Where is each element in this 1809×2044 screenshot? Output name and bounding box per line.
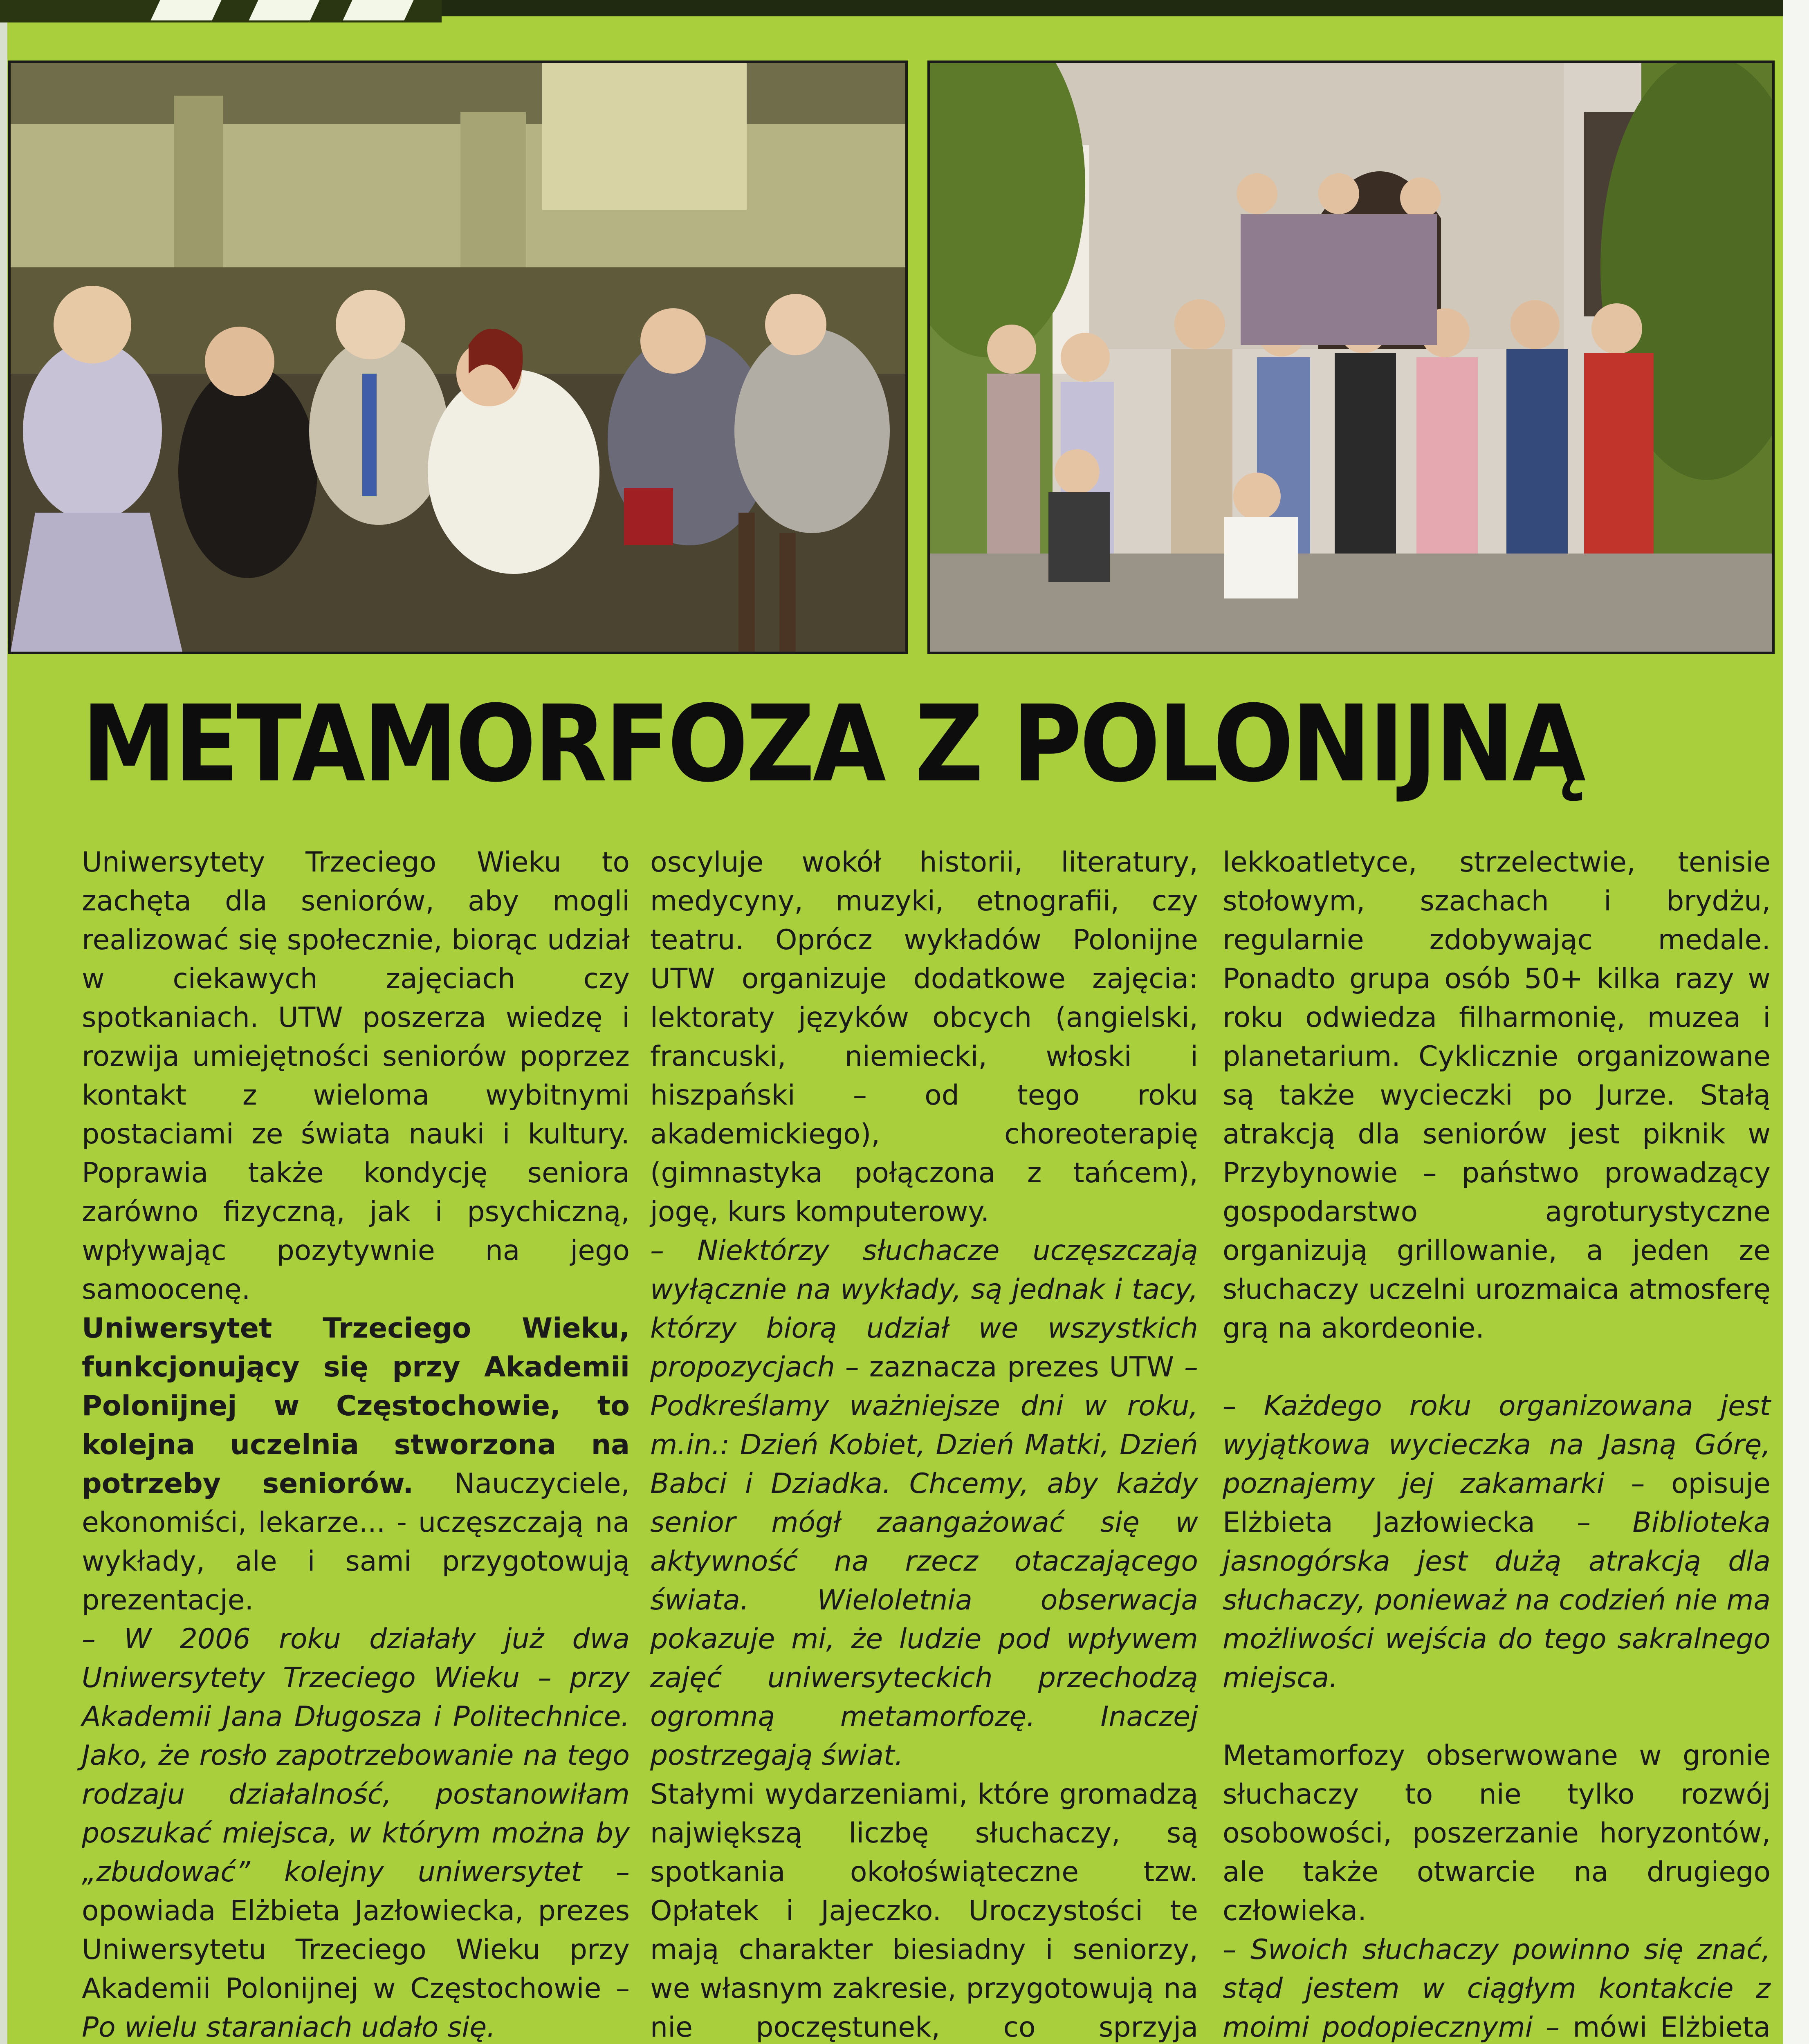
scan-right-edge xyxy=(1783,0,1809,2044)
group-outing-photo xyxy=(927,61,1775,654)
paragraph: oscyluje wokół historii, literatury, medycyny, muzyki, etnografii, czy teatru. Oprócz wykładów Polonijne UTW organizuje dodatkowe zajęcia: lektoraty języków obcych (angielski, francuski, niemiecki, włoski i hiszpański – od tego roku akademickiego), choreoterapię (gimnastyka połączona z tańcem), jogę, kurs komputerowy. xyxy=(650,846,1198,1228)
paragraph: Uniwersytety Trzeciego Wieku to zachęta dla seniorów, aby mogli realizować się społecznie, biorąc udział w ciekawych zajęciach czy spotkaniach. UTW poszerza wiedzę i rozwija umiejętności seniorów poprzez kontakt z wieloma wybitnymi postaciami ze świata nauki i kultury. Poprawia także kondycję seniora zarówno fizyczną, jak i psychiczną, wpływając pozytywnie na jego samoocenę. xyxy=(82,846,630,1306)
article-column-2 xyxy=(650,843,1198,2044)
paragraph: – W 2006 roku działały już dwa Uniwersytety Trzeciego Wieku – przy Akademii Jana Długosza i Politechnice. Jako, że rosło zapotrzebowanie na tego rodzaju działalność, postanowiłam poszukać miejsca, w którym można by „zbudować” kolejny uniwersytet – opowiada Elżbieta Jazłowiecka, prezes Uniwersytetu Trzeciego Wieku przy Akademii Polonijnej w Częstochowie – Po wielu staraniach udało się. xyxy=(82,1623,630,2044)
paragraph: Metamorfozy obserwowane w gronie słuchaczy to nie tylko rozwój osobowości, poszerzanie horyzontów, ale także otwarcie na drugiego człowieka. xyxy=(1223,1739,1771,1927)
article-headline: METAMORFOZA Z POLONIJNĄ xyxy=(82,683,1584,805)
top-section-logo xyxy=(0,0,442,22)
logo-stripe-icon xyxy=(150,0,221,20)
paragraph: Stałymi wydarzeniami, które gromadzą największą liczbę słuchaczy, są spotkania okołoświąteczne tzw. Opłatek i Jajeczko. Uroczystości te mają charakter biesiadny i seniorzy, we własnym zakresie, przygotowują na nie poczęstunek, co sprzyja xyxy=(650,1778,1198,2044)
paragraph: – Niektórzy słuchacze uczęszczają wyłącznie na wykłady, są jednak i tacy, którzy biorą udział we wszystkich propozycjach – zaznacza prezes UTW – Podkreślamy ważniejsze dni w roku, m.in.: Dzień Kobiet, Dzień Matki, Dzień Babci i Dziadka. Chcemy, aby każdy senior mógł zaangażować się w aktywność na rzecz otaczającego świata. Wieloletnia obserwacja pokazuje mi, że ludzie pod wpływem zajęć uniwersyteckich przechodzą ogromną metamorfozę. Inaczej postrzegają świat. xyxy=(650,1235,1198,1772)
paragraph: lekkoatletyce, strzelectwie, tenisie stołowym, szachach i brydżu, regularnie zdobywając medale. Ponadto grupa osób 50+ kilka razy w roku odwiedza filharmonię, muzea i planetarium. Cyklicznie organizowane są także wycieczki po Jurze. Stałą atrakcją dla seniorów jest piknik w Przybynowie – państwo prowadzący gospodarstwo agroturystyczne organizują grillowanie, a jeden ze słuchaczy uczelni urozmaica atmosferę grą na akordeonie. xyxy=(1223,846,1771,1345)
logo-stripe-icon xyxy=(343,0,413,20)
paragraph: – Swoich słuchaczy powinno się znać, stąd jestem w ciągłym kontakcie z moimi podopiecznymi – mówi Elżbieta xyxy=(1223,1934,1771,2044)
article-column-1 xyxy=(82,843,630,2044)
paragraph: – Każdego roku organizowana jest wyjątkowa wycieczka na Jasną Górę, poznajemy jej zakamarki – opisuje Elżbieta Jazłowiecka – Biblioteka jasnogórska jest dużą atrakcją dla słuchaczy, ponieważ na codzień nie ma możliwości wejścia do tego sakralnego miejsca. xyxy=(1223,1390,1771,1694)
article-column-3 xyxy=(1223,843,1771,2044)
logo-stripe-icon xyxy=(249,0,319,20)
scan-left-edge xyxy=(0,0,7,2044)
paragraph: Uniwersytet Trzeciego Wieku, funkcjonujący się przy Akademii Polonijnej w Częstochowie, to kolejna uczelnia stworzona na potrzeby seniorów. Nauczyciele, ekonomiści, lekarze... - uczęszczają na wykłady, ale i sami przygotowują prezentacje. xyxy=(82,1312,630,1616)
seminar-audience-photo xyxy=(8,61,908,654)
